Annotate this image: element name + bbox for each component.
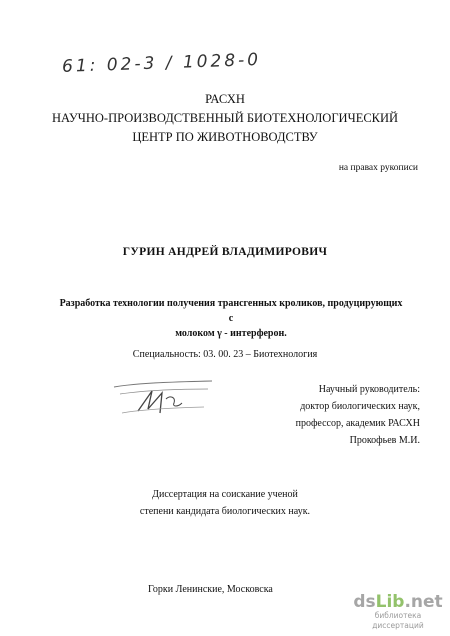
watermark-logo [350, 593, 446, 611]
adviser-name: Прокофьев М.И. [349, 435, 420, 446]
watermark-logo-part1: ds [353, 592, 376, 612]
watermark-logo-part3: .net [404, 592, 443, 612]
watermark-subtitle: библиотека диссертаций [372, 611, 424, 630]
author-name: ГУРИН АНДРЕЙ ВЛАДИМИРОВИЧ [122, 246, 328, 258]
organization-line-2: НАУЧНО-ПРОИЗВОДСТВЕННЫЙ БИОТЕХНОЛОГИЧЕСКИЙ [51, 111, 399, 125]
title-line-2: молоком γ - интерферон. [175, 328, 287, 339]
handwritten-registration-number: 61: 02-3 / 1028-0 [61, 49, 262, 77]
speciality: Специальность: 03. 00. 23 – Биотехнология [132, 349, 318, 360]
dissertation-title [58, 296, 404, 341]
adviser-role: Научный руководитель: [318, 384, 420, 395]
purpose-line-2: степени кандидата биологических наук. [139, 506, 311, 517]
title-line-1: Разработка технологии получения трансгенных кроликов, продуцирующих с [59, 298, 403, 324]
adviser-rank: профессор, академик РАСХН [295, 418, 420, 429]
organization-line-1: РАСХН [205, 92, 245, 106]
purpose-line-1: Диссертация на соискание ученой [152, 489, 298, 500]
organization-line-3: ЦЕНТР ПО ЖИВОТНОВОДСТВУ [132, 130, 318, 144]
watermark-logo-part2: Lib [375, 592, 405, 612]
dslib-watermark [350, 593, 446, 631]
dissertation-purpose [0, 486, 450, 520]
signature [108, 377, 218, 419]
organization-header [0, 90, 450, 147]
place-of-publication: Горки Ленинские, Московска [148, 584, 273, 595]
rights-note: на правах рукописи [338, 163, 418, 173]
scientific-adviser [220, 381, 420, 449]
adviser-degree: доктор биологических наук, [300, 401, 420, 412]
